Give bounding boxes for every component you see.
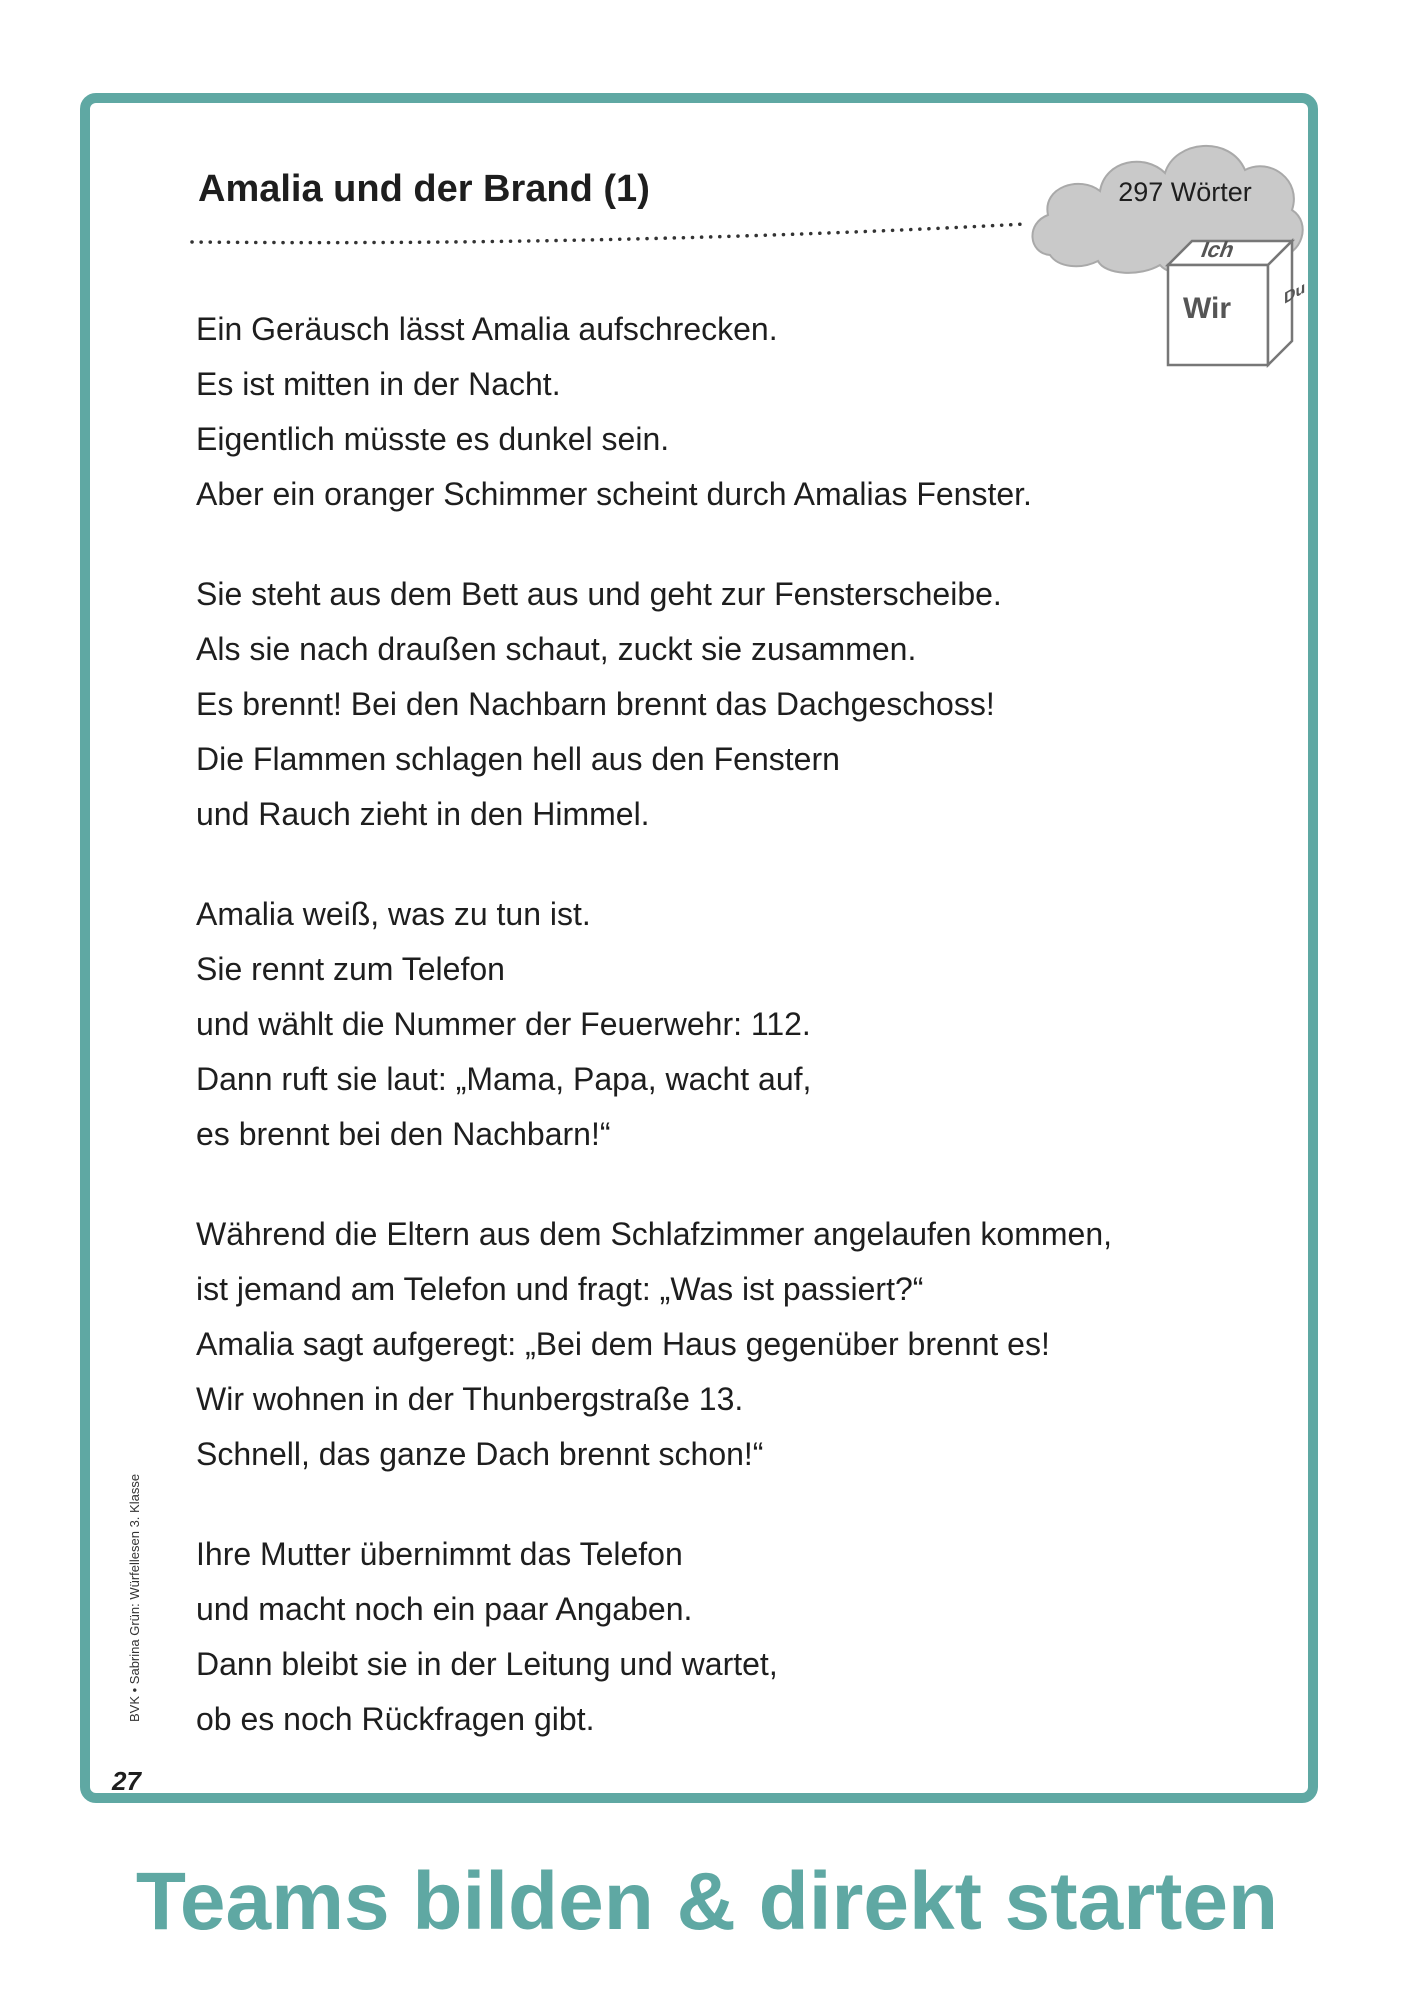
story-line: und wählt die Nummer der Feuerwehr: 112. (196, 1006, 811, 1042)
story-line: Schnell, das ganze Dach brennt schon!“ (196, 1436, 764, 1472)
story-paragraph-1 (196, 302, 1216, 522)
story-text (196, 302, 1216, 1747)
story-line: Als sie nach draußen schaut, zuckt sie zusammen. (196, 631, 917, 667)
worksheet-title: Amalia und der Brand (1) (198, 168, 650, 210)
dice-face-front: Wir (1183, 292, 1232, 325)
story-line: Amalia weiß, was zu tun ist. (196, 896, 591, 932)
dice-face-side: Du (1284, 278, 1306, 309)
title-dotted-line (190, 218, 1040, 248)
story-line: Es brennt! Bei den Nachbarn brennt das Dachgeschoss! (196, 686, 995, 722)
story-line: Während die Eltern aus dem Schlafzimmer angelaufen kommen, (196, 1216, 1112, 1252)
promo-banner: Teams bilden & direkt starten (135, 1856, 1279, 1947)
story-paragraph-4 (196, 1207, 1216, 1482)
story-line: und Rauch zieht in den Himmel. (196, 796, 650, 832)
story-line: Aber ein oranger Schimmer scheint durch Amalias Fenster. (196, 476, 1032, 512)
story-line: Wir wohnen in der Thunbergstraße 13. (196, 1381, 744, 1417)
story-line: ist jemand am Telefon und fragt: „Was ist passiert?“ (196, 1271, 924, 1307)
story-line: und macht noch ein paar Angaben. (196, 1591, 693, 1627)
story-paragraph-2 (196, 567, 1216, 842)
story-line: Dann bleibt sie in der Leitung und wartet, (196, 1646, 778, 1682)
story-line: Sie steht aus dem Bett aus und geht zur Fensterscheibe. (196, 576, 1002, 612)
story-paragraph-3 (196, 887, 1216, 1162)
story-line: Eigentlich müsste es dunkel sein. (196, 421, 670, 457)
dice-face-top: Ich (1197, 237, 1239, 262)
story-line: es brennt bei den Nachbarn!“ (196, 1116, 611, 1152)
story-line: ob es noch Rückfragen gibt. (196, 1701, 595, 1737)
story-line: Ihre Mutter übernimmt das Telefon (196, 1536, 683, 1572)
story-line: Sie rennt zum Telefon (196, 951, 505, 987)
story-line: Es ist mitten in der Nacht. (196, 366, 561, 402)
story-line: Die Flammen schlagen hell aus den Fenstern (196, 741, 840, 777)
story-line: Amalia sagt aufgeregt: „Bei dem Haus gegenüber brennt es! (196, 1326, 1050, 1362)
story-line: Dann ruft sie laut: „Mama, Papa, wacht auf, (196, 1061, 812, 1097)
story-paragraph-5 (196, 1527, 1216, 1747)
page-number: 27 (112, 1766, 141, 1796)
word-count-label: 297 Wörter (1118, 177, 1252, 207)
source-credit: BVK • Sabrina Grün: Würfellesen 3. Klasse (127, 1473, 142, 1722)
story-line: Ein Geräusch lässt Amalia aufschrecken. (196, 311, 778, 347)
